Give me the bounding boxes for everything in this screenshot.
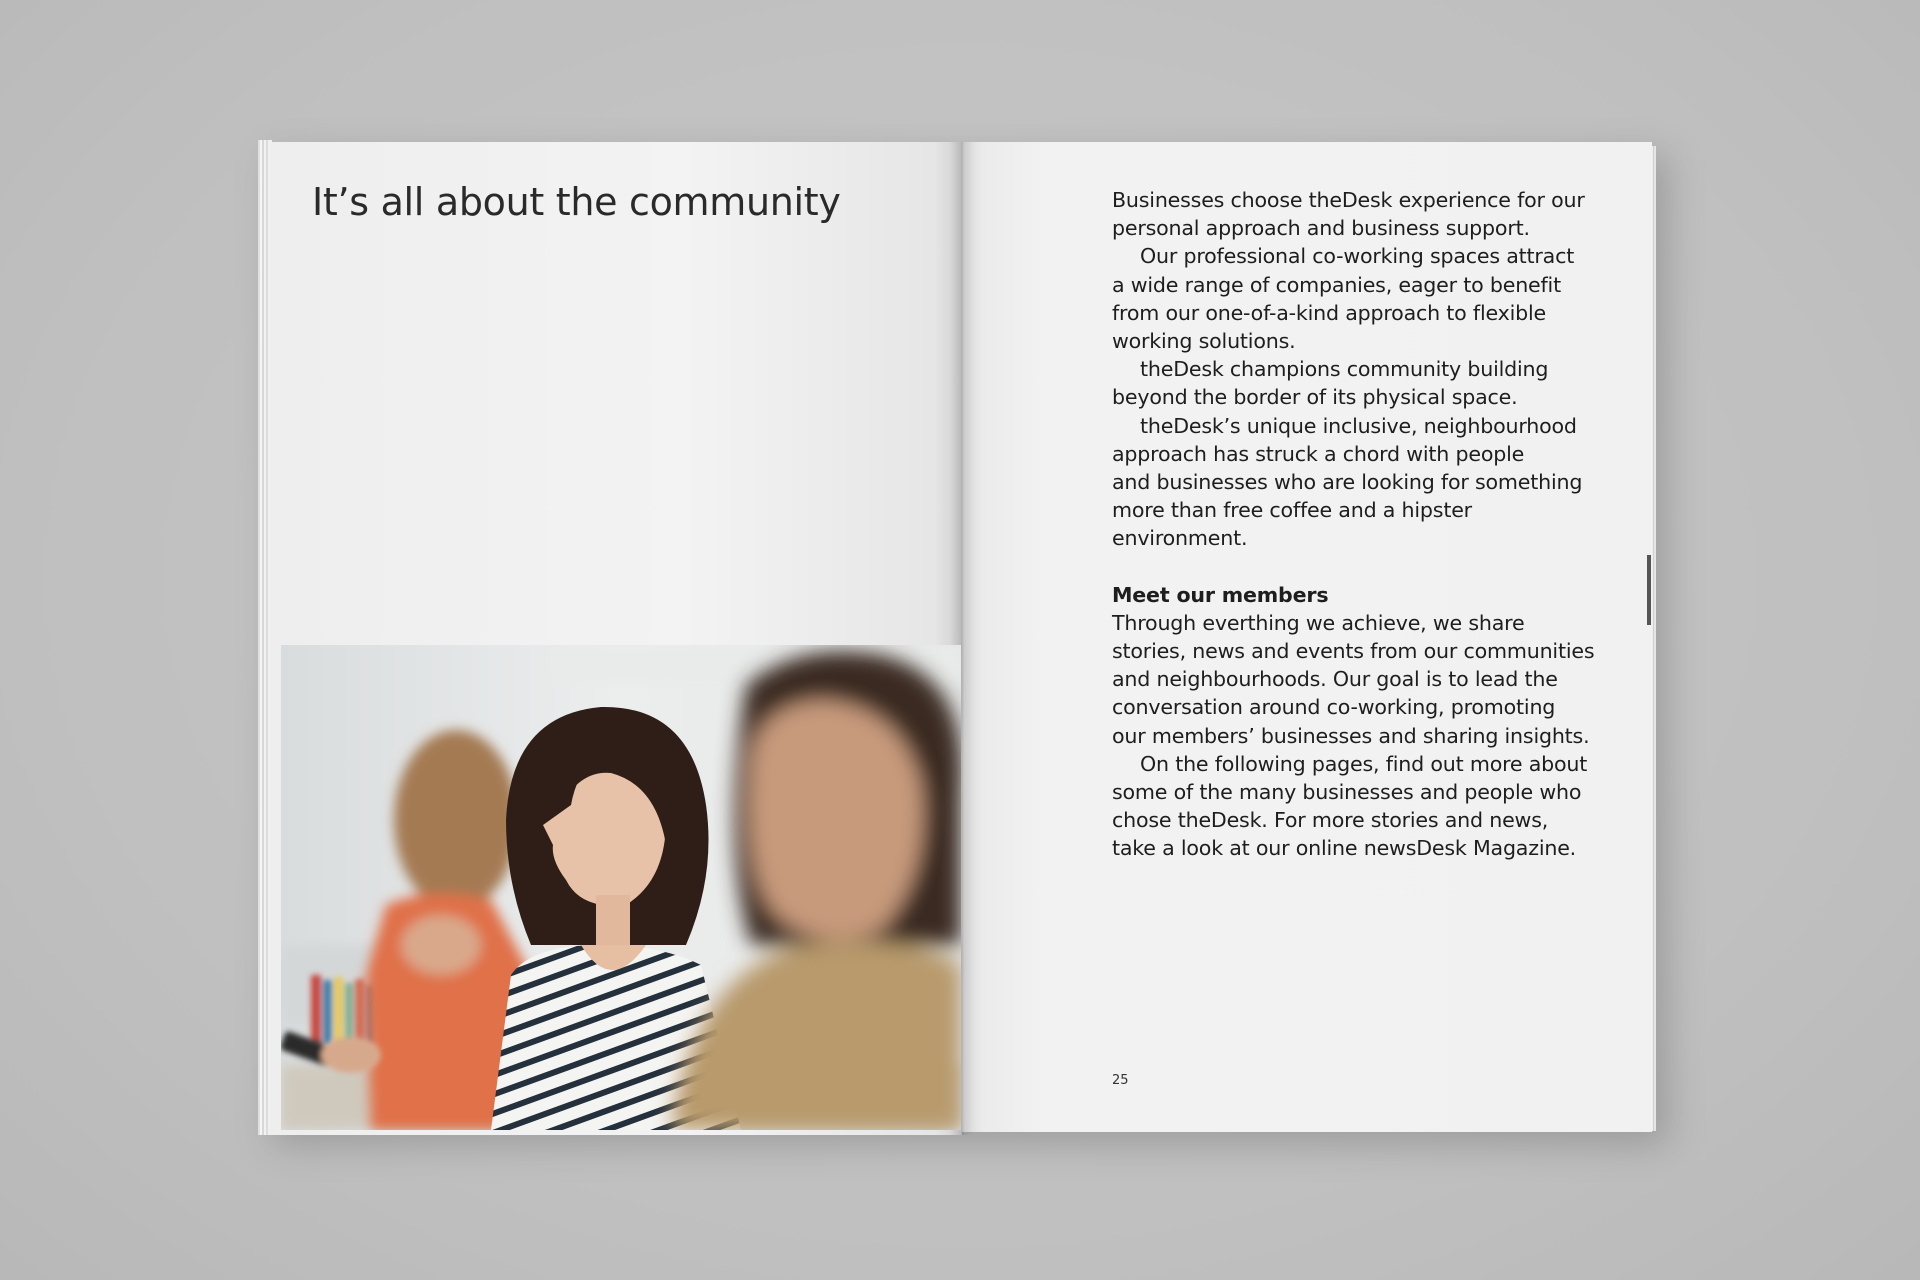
text-line: a wide range of companies, eager to benefit xyxy=(1112,272,1561,297)
text-line: On the following pages, find out more about xyxy=(1140,751,1588,776)
photo-people-coworking-icon xyxy=(281,645,961,1130)
text-line: beyond the border of its physical space. xyxy=(1112,385,1518,410)
section-subheading: Meet our members xyxy=(1112,582,1329,607)
bookmark-ribbon xyxy=(1647,555,1651,625)
page-number: 25 xyxy=(1112,1073,1129,1088)
text-line: conversation around co-working, promoting xyxy=(1112,695,1556,720)
text-line: our members’ businesses and sharing insights. xyxy=(1112,723,1590,748)
community-photo xyxy=(281,645,961,1130)
text-line: some of the many businesses and people who xyxy=(1112,780,1582,805)
text-line: Our professional co-working spaces attract xyxy=(1140,244,1575,269)
text-line: stories, news and events from our communities xyxy=(1112,639,1595,664)
text-line: and neighbourhoods. Our goal is to lead the xyxy=(1112,667,1558,692)
text-line: from our one-of-a-kind approach to flexible xyxy=(1112,300,1546,325)
text-line: theDesk’s unique inclusive, neighbourhood xyxy=(1140,413,1577,438)
text-line: Businesses choose theDesk experience for our xyxy=(1112,188,1585,212)
text-line: approach has struck a chord with people xyxy=(1112,441,1525,466)
text-line: working solutions. xyxy=(1112,329,1296,354)
text-line: theDesk champions community building xyxy=(1140,357,1549,382)
text-line: take a look at our online newsDesk Magazine. xyxy=(1112,836,1577,861)
text-line: and businesses who are looking for something xyxy=(1112,470,1583,495)
text-line: personal approach and business support. xyxy=(1112,216,1530,241)
text-line: Through everthing we achieve, we share xyxy=(1112,610,1525,635)
page-headline: It’s all about the community xyxy=(312,180,841,224)
text-line: more than free coffee and a hipster xyxy=(1112,498,1472,523)
paragraph-gap xyxy=(1112,553,1632,581)
body-copy xyxy=(1112,186,1632,863)
text-line: chose theDesk. For more stories and news, xyxy=(1112,808,1549,833)
text-line: environment. xyxy=(1112,526,1248,551)
